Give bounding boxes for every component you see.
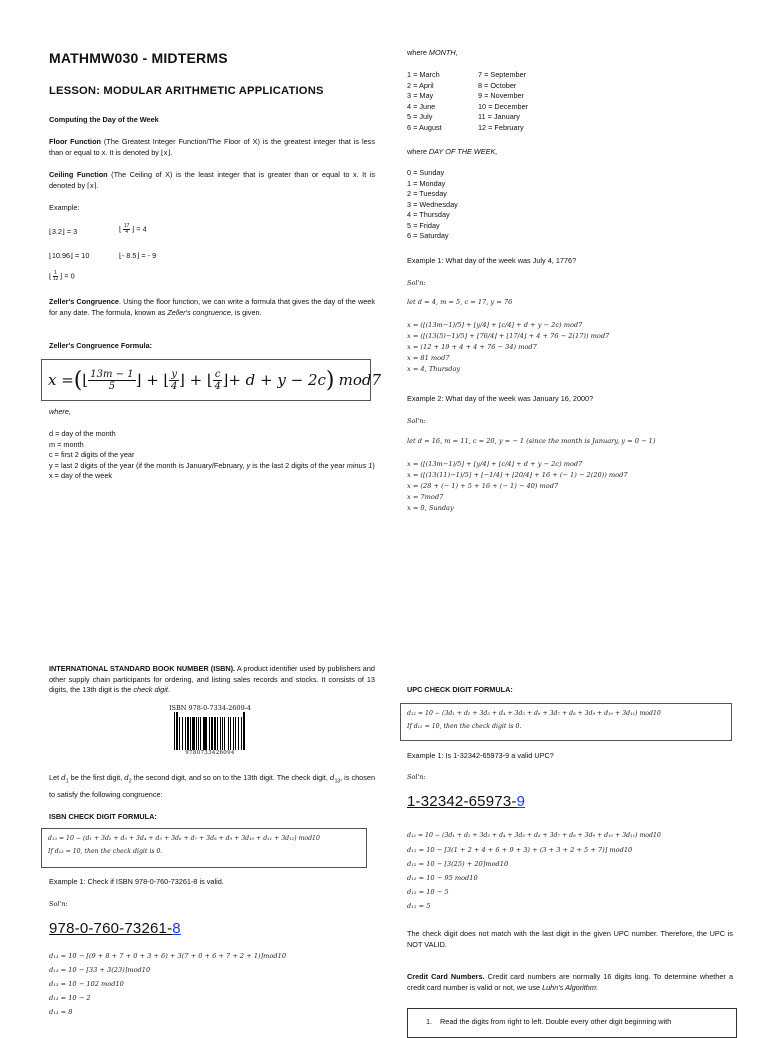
floor-example-5-fraction: $\frac{1}{12}$: [52, 270, 59, 282]
zeller-example-1-let: let d = 4, m = 5, c = 17, y = 76: [407, 298, 513, 306]
zeller-example-2-solution-label: Sol'n:: [407, 417, 426, 425]
floor-function-term: Floor Function: [49, 137, 101, 146]
floor-example-2-fraction: $\frac{17}{4}$: [123, 223, 130, 235]
zeller-variable-definitions: [49, 429, 375, 482]
credit-card-paragraph: Credit Card Numbers. Credit card numbers are normally 16 digits long. To determine whether a credit card number is valid or not, we use Luhn's Algorithm:: [407, 972, 733, 992]
zeller-example-2-label: Example 2: What day of the week was January 16, 2000?: [407, 394, 594, 403]
floor-example-3: ⌊10.96⌋ = 10: [49, 251, 90, 260]
upc-formula-line-1: d₁₂ = 10 − (3d₁ + d₂ + 3d₃ + d₄ + 3d₅ + d₆ + 3d₇ + d₈ + 3d₉ + d₁₀ + 3d₁₁) mod10: [407, 710, 661, 717]
isbn-formula-line-2: If d₁₃ = 10, then the check digit is 0.: [48, 847, 163, 855]
floor-example-2: ⌊ $\frac{17}{4}⌋ = 4$: [119, 223, 147, 235]
zeller-term: Zeller's Congruence: [49, 297, 119, 306]
def-y: y = last 2 digits of the year (if the month is January/February, y is the last 2 digits of the year minus 1): [49, 460, 375, 470]
upc-step-3: d₁₂ = 10 − [3(25) + 20]mod10: [407, 860, 509, 868]
upc-conclusion: The check digit does not match with the last digit in the given UPC number. Therefore, the UPC is NOT VALID.: [407, 929, 733, 949]
isbn-formula-line-1: d₁₃ = 10 − (d₁ + 3d₂ + d₃ + 3d₄ + d₅ + 3d₆ + d₇ + 3d₈ + d₉ + 3d₁₀ + d₁₁ + 3d₁₂) mod10: [48, 835, 320, 842]
month-item: 12 = February: [478, 122, 524, 132]
zeller-formula-label: Zeller's Congruence Formula:: [49, 341, 153, 350]
upc-step-5: d₁₂ = 10 − 5: [407, 888, 449, 896]
zeller-example-1-label: Example 1: What day of the week was July 4, 1776?: [407, 256, 577, 265]
zeller-ex1-step-1: x = (⌊(13m−1)/5⌋ + ⌊y/4⌋ + ⌊c/4⌋ + d + y − 2c) mod7: [407, 321, 583, 329]
isbn-barcode: [156, 704, 264, 756]
month-table: [407, 70, 528, 133]
day-item: 0 = Sunday: [407, 168, 445, 177]
month-list-right: [478, 70, 528, 133]
def-c: c = first 2 digits of the year: [49, 450, 135, 459]
zeller-example-2-let: let d = 16, m = 11, c = 20, y = − 1 (since the month is January, y = 0 − 1): [407, 437, 656, 445]
upc-step-1: d₁₂ = 10 − (3d₁ + d₂ + 3d₃ + d₄ + 3d₅ + d₆ + 3d₇ + d₈ + 3d₉ + d₁₀ + 3d₁₁) mod10: [407, 832, 661, 839]
zeller-formula-box: [41, 359, 382, 401]
month-list-left: [407, 70, 478, 133]
upc-step-6: d₁₂ = 5: [407, 902, 431, 910]
upc-check-digit: 9: [516, 793, 526, 810]
barcode-bar: [245, 712, 246, 750]
zeller-ex1-step-5: x = 4, Thursday: [407, 365, 461, 373]
ceiling-function-paragraph: [49, 170, 375, 191]
day-item: 1 = Monday: [407, 178, 446, 188]
month-item: 1 = March: [407, 70, 440, 79]
check-digit-paragraph: Let $d_1$ be the first digit, $d_2$ the second digit, and so on to the 13th digit. The check digit, $d_{13}$, is chosen to satisfy the following congruence:: [49, 773, 376, 800]
day-item: 3 = Wednesday: [407, 199, 458, 209]
zeller-example-1-solution-label: Sol'n:: [407, 279, 426, 287]
isbn-solution-steps: [49, 949, 375, 1019]
credit-card-term: Credit Card Numbers.: [407, 972, 485, 981]
upc-solution-steps: [407, 829, 733, 913]
isbn-step-3: d₁₃ = 10 − 102 mod10: [49, 980, 124, 988]
zeller-ex2-step-1: x = (⌊(13m−1)/5⌋ + ⌊y/4⌋ + ⌊c/4⌋ + d + y − 2c) mod7: [407, 460, 583, 468]
upc-formula-label: UPC CHECK DIGIT FORMULA:: [407, 685, 513, 694]
isbn-check-digit: 8: [172, 920, 181, 937]
upc-solution-label: Sol'n:: [407, 773, 426, 781]
isbn-formula-box: [41, 828, 367, 868]
upc-formula-line-2: If d₁₂ = 10, then the check digit is 0.: [407, 722, 522, 730]
floor-function-definition: (The Greatest Integer Function/The Floor of X) is the greatest integer that is less than or equal to x. It is denoted by ⌊x⌋.: [49, 137, 375, 157]
isbn-solution-label: Sol'n:: [49, 900, 68, 908]
day-of-week-list: [407, 168, 458, 242]
zeller-paragraph: Zeller's Congruence. Using the floor function, we can write a formula that gives the day of the week for any date. The formula, known as Zeller's congruence, is given.: [49, 297, 375, 317]
zeller-formula: x = ( ⌊ 13m − 1 5 ⌋ + ⌊ y 4 ⌋ + ⌊ c 4 ⌋ + d + y − 2c ) mod7: [48, 367, 382, 393]
day-item: 5 = Friday: [407, 220, 440, 230]
month-item: 4 = June: [407, 101, 436, 111]
month-item: 9 = November: [478, 91, 525, 100]
floor-function-paragraph: [49, 137, 375, 158]
barcode-bars: [156, 712, 264, 750]
month-item: 10 = December: [478, 101, 529, 111]
month-item: 7 = September: [478, 70, 527, 79]
day-item: 4 = Thursday: [407, 210, 450, 219]
month-item: 6 = August: [407, 122, 442, 132]
where-month-label: where MONTH,: [407, 48, 458, 57]
floor-example-1: ⌊3.2⌋ = 3: [49, 227, 78, 236]
day-item: 2 = Tuesday: [407, 189, 447, 198]
upc-step-2: d₁₂ = 10 − [3(1 + 2 + 4 + 6 + 9 + 3) + (3 + 3 + 2 + 5 + 7)] mod10: [407, 846, 633, 854]
upc-number: 1-32342-65973-9: [407, 793, 526, 810]
zeller-example-1-steps: [407, 320, 733, 375]
barcode-top-label: ISBN 978-0-7334-2609-4: [168, 704, 252, 712]
isbn-number: 978-0-760-73261-8: [49, 920, 181, 937]
upc-example-label: Example 1: Is 1-32342-65973-9 a valid UPC?: [407, 751, 554, 760]
ceiling-function-definition: (The Ceiling of X) is the least integer that is greater than or equal to x. It is denoted by ⌈x⌉.: [49, 170, 376, 190]
zeller-ex1-step-2: x = (⌊(13(5)−1)/5⌋ + ⌊76/4⌋ + ⌊17/4⌋ + 4 + 76 − 2(17)) mod7: [407, 332, 610, 340]
floor-example-4: ⌊- 8.5⌋ = - 9: [119, 251, 157, 260]
barcode-bottom-label: 9780733426094: [185, 750, 235, 756]
isbn-formula-label: ISBN CHECK DIGIT FORMULA:: [49, 812, 157, 821]
isbn-step-1: d₁₃ = 10 − [(9 + 8 + 7 + 0 + 3 + 6) + 3(7 + 0 + 6 + 7 + 2 + 1)]mod10: [49, 952, 287, 960]
def-d: d = day of the month: [49, 429, 116, 438]
zeller-ex1-step-4: x = 81 mod7: [407, 354, 450, 362]
month-item: 2 = April: [407, 80, 434, 90]
lesson-title: LESSON: MODULAR ARITHMETIC APPLICATIONS: [49, 85, 324, 97]
zeller-example-2-steps: [407, 459, 733, 514]
upc-step-4: d₁₂ = 10 − 95 mod10: [407, 874, 478, 882]
ceiling-function-term: Ceiling Function: [49, 170, 108, 179]
isbn-step-2: d₁₃ = 10 − [33 + 3(23)]mod10: [49, 966, 151, 974]
luhn-algorithm-box: [407, 1008, 737, 1038]
section-heading-day-of-week: Computing the Day of the Week: [49, 115, 159, 124]
def-x: x = day of the week: [49, 471, 113, 480]
isbn-term: INTERNATIONAL STANDARD BOOK NUMBER (ISBN).: [49, 664, 236, 673]
zeller-ex2-step-5: x = 0, Sunday: [407, 504, 454, 512]
isbn-paragraph: INTERNATIONAL STANDARD BOOK NUMBER (ISBN). A product identifier used by publishers and other supply chain participants for ordering, and listing sales records and stocks. It consists of 13 digits, the 13th digit is the check digit.: [49, 664, 375, 694]
where-label: where,: [49, 407, 71, 416]
zeller-ex2-step-3: x = (28 + (− 1) + 5 + 16 + (− 1) − 40) mod7: [407, 482, 559, 490]
def-m: m = month: [49, 439, 84, 449]
day-item: 6 = Saturday: [407, 231, 449, 240]
month-item: 5 = July: [407, 112, 433, 121]
isbn-step-5: d₁₃ = 8: [49, 1008, 73, 1016]
month-item: 11 = January: [478, 112, 520, 121]
floor-example-5: ⌊ $\frac{1}{12}⌋ = 0$: [49, 270, 75, 282]
where-day-of-week-label: where DAY OF THE WEEK,: [407, 147, 498, 156]
isbn-step-4: d₁₃ = 10 − 2: [49, 994, 91, 1002]
document-title: MATHMW030 - MIDTERMS: [49, 50, 228, 66]
isbn-example-label: Example 1: Check if ISBN 978-0-760-73261-8 is valid.: [49, 877, 224, 886]
zeller-ex2-step-4: x = 7mod7: [407, 493, 444, 501]
luhn-step-1: 1. Read the digits from right to left. Double every other digit beginning with: [426, 1017, 672, 1026]
month-item: 8 = October: [478, 80, 517, 90]
upc-formula-box: [400, 703, 732, 741]
month-item: 3 = May: [407, 91, 434, 100]
zeller-ex1-step-3: x = (12 + 19 + 4 + 4 + 76 − 34) mod7: [407, 343, 537, 351]
zeller-ex2-step-2: x = (⌊(13(11)−1)/5⌋ + ⌊−1/4⌋ + ⌊20/4⌋ + 16 + (− 1) − 2(20)) mod7: [407, 471, 628, 479]
example-label: Example:: [49, 203, 80, 212]
